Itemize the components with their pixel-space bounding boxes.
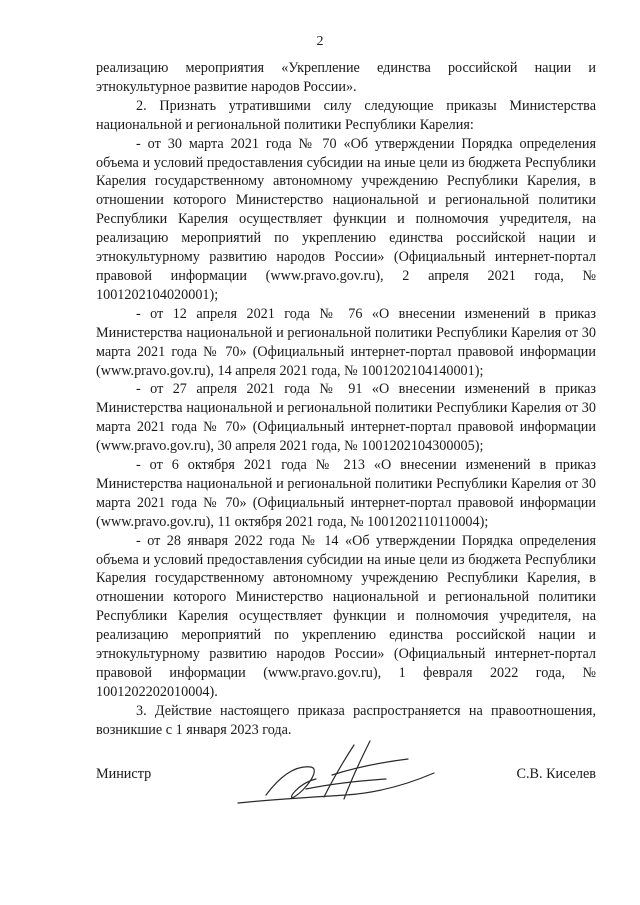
list-item: - от 27 апреля 2021 года № 91 «О внесении изменений в приказ Министерства национальной и региональной политики Республики Карелия от 30 марта 2021 года № 70» (Официальный интернет-портал правовой информации (www.pravo.gov.ru), 30 апреля 2021 года, № 1001202104300005); xyxy=(96,381,596,455)
list-item: - от 6 октября 2021 года № 213 «О внесении изменений в приказ Министерства национальной и региональной политики Республики Карелия от 30 марта 2021 года № 70» (Официальный интернет-портал правовой информации (www.pravo.gov.ru), 11 октября 2021 года, № 1001202110110004); xyxy=(96,457,596,530)
handwritten-signature xyxy=(236,735,436,815)
document-body xyxy=(96,59,596,740)
list-item: - от 12 апреля 2021 года № 76 «О внесении изменений в приказ Министерства национальной и региональной политики Республики Карелия от 30 марта 2021 года № 70» (Официальный интернет-портал правовой информации (www.pravo.gov.ru), 14 апреля 2021 года, № 1001202104140001); xyxy=(96,305,596,379)
list-item: - от 30 марта 2021 года № 70 «Об утверждении Порядка определения объема и условий предоставления субсидии на иные цели из бюджета Республики Карелия государственному автономному учреждению Республики Карелия, в отношении которого Министерство национальной и региональной политики Республики Карелия осуществляет функции и полномочия учредителя, на реализацию мероприятий по укреплению единства российской нации и этнокультурному развитию народов России» (Официальный интернет-портал правовой информации (www.pravo.gov.ru), 2 апреля 2021 года, № 1001202104020001); xyxy=(96,135,596,303)
list-item: - от 28 января 2022 года № 14 «Об утверждении Порядка определения объема и условий предоставления субсидии на иные цели из бюджета Республики Карелия государственному автономному учреждению Республики Карелия, в отношении которого Министерство национальной и региональной политики Республики Карелия осуществляет функции и полномочия учредителя, на реализацию мероприятий по укреплению единства российской нации и этнокультурному развитию народов России» (Официальный интернет-портал правовой информации (www.pravo.gov.ru), 1 февраля 2022 года, № 1001202202010004). xyxy=(96,532,596,700)
paragraph: 2. Признать утратившими силу следующие приказы Министерства национальной и региональной политики Республики Карелия: xyxy=(96,97,596,133)
signature-block xyxy=(96,757,596,817)
paragraph: реализацию мероприятия «Укрепление единства российской нации и этнокультурное развитие народов России». xyxy=(96,60,596,95)
signer-name: С.В. Киселев xyxy=(516,766,596,782)
paragraph: 3. Действие настоящего приказа распространяется на правоотношения, возникшие с 1 января 2023 года. xyxy=(96,702,596,738)
page-number: 2 xyxy=(316,34,324,49)
position-title: Министр xyxy=(96,766,152,782)
